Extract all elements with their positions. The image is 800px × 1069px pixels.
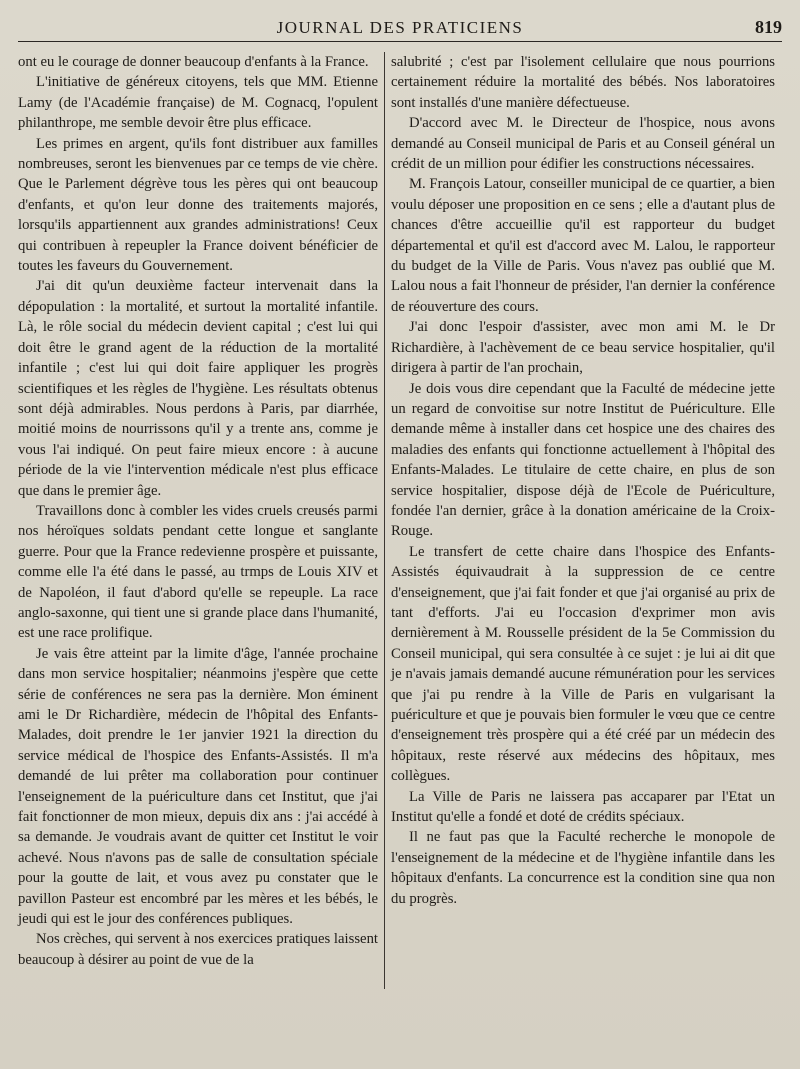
header-rule — [18, 41, 782, 42]
paragraph: M. François Latour, conseiller municipal de ce quartier, a bien voulu déposer une proposition en ce sens ; elle a d'autant plus de chances d'être accueillie qu'il est rapporteur du budget départemental et qu'il est d'accord avec M. Lalou, le rapporteur du budget de la Ville de Paris. Vous n'avez pas oublié que M. Lalou nous a fait l'honneur de présider, l'an dernier la conférence de réouverture des cours. — [391, 176, 775, 315]
paragraph: L'initiative de généreux citoyens, tels que MM. Etienne Lamy (de l'Académie française) de M. Cognacq, l'opulent philanthrope, me semble devoir être plus efficace. — [18, 74, 378, 132]
paragraph: Travaillons donc à combler les vides cruels creusés parmi nos héroïques soldats pendant cette longue et sanglante guerre. Pour que la France redevienne prospère et puissante, comme elle l'a été dans le passé, au trmps de Louis XIV et de Napoléon, il faut d'abord qu'elle se repeuple. La race anglo-saxonne, qui tient une si grande place dans l'humanité, est une race prolifique. — [18, 502, 378, 642]
left-column — [18, 52, 378, 970]
paragraph: J'ai dit qu'un deuxième facteur intervenait dans la dépopulation : la mortalité, et surtout la mortalité infantile. Là, le rôle social du médecin devient capital ; c'est lui qui doit être le grand agent de la réduction de la mortalité infantile ; c'est lui qui doit faire appliquer les progrès scientifiques et les règles de l'hygiène. Les résultats obtenus sont déjà admirables. Nous perdons à Paris, par diarrhée, moitié moins de nourrissons qu'il y a trente ans, comme je vous l'ai indiqué. On peut faire mieux encore : à aucune période de la vie l'intervention médicale n'est plus efficace que dans le premier âge. — [18, 278, 378, 499]
page-number: 819 — [755, 17, 782, 37]
paragraph: D'accord avec M. le Directeur de l'hospice, nous avons demandé au Conseil municipal de Paris et au Conseil général un crédit de un million pour édifier les constructions nécessaires. — [391, 115, 775, 173]
paragraph: salubrité ; c'est par l'isolement cellulaire que nous pourrions certainement réduire la mortalité des bébés. Nos laboratoires sont installés d'une manière défectueuse. — [391, 54, 775, 111]
paragraph: Je dois vous dire cependant que la Faculté de médecine jette un regard de convoitise sur notre Institut de Puériculture. Elle demande même à installer dans cet hospice une des chaires des maladies des enfants qui fonctionne actuellement à l'hôpital des Enfants-Malades. Le titulaire de cette chaire, en plus de son service hospitalier, dispose déjà de l'Ecole de Puériculture, fondée l'an dernier, grâce à la donation américaine de la Croix-Rouge. — [391, 380, 775, 540]
paragraph: J'ai donc l'espoir d'assister, avec mon ami M. le Dr Richardière, à l'achèvement de ce beau service hospitalier, qu'il dirigera à partir de l'an prochain, — [391, 319, 775, 377]
paragraph: Le transfert de cette chaire dans l'hospice des Enfants-Assistés équivaudrait à la suppression de ce centre d'enseignement, que j'ai fait fonder et que j'ai organisé au prix de tant d'efforts. J'ai eu l'occasion d'exprimer mon avis dernièrement à M. Rousselle président de la 5e Commission du Conseil municipal, qui sera consultée à ce sujet : je lui ai dit que je n'avais jamais demandé aucune rémunération pour les services que j'ai pu rendre à la Ville de Paris en vulgarisant la puériculture et que je pouvais bien formuler le vœu que ce centre d'enseignement très prospère qui a été créé par un médecin des hôpitaux, reste réservé aux médecins des hôpitaux, mes collègues. — [391, 543, 775, 785]
paragraph: Les primes en argent, qu'ils font distribuer aux familles nombreuses, seront les bienvenues par ce temps de vie chère. Que le Parlement dégrève tous les pères qui ont beaucoup d'enfants, et qu'on leur donne des traitements majorés, lorsqu'ils appartiennent aux grandes administrations! Ceux qui contribuen à repeupler la France doivent bénéficier de toutes les faveurs du Gouvernement. — [18, 135, 378, 275]
paragraph: Je vais être atteint par la limite d'âge, l'année prochaine dans mon service hospitalier; néanmoins j'espère que cette série de conférences ne sera pas la dernière. Mon éminent ami le Dr Richardière, médecin de l'hôpital des Enfants-Malades, doit prendre le 1er janvier 1921 la direction du service médical de l'hospice des Enfants-Assistés. Il m'a demandé de lui prêter ma collaboration pour continuer l'enseignement de la puériculture dans cet Institut, que j'ai fait fonctionner de mon mieux, depuis dix ans : j'ai accédé à sa demande. Je voudrais avant de quitter cet Institut le voir achevé. Nous n'avons pas de salle de consultation spéciale pour la goutte de lait, et vous avez pu constater que le pavillon Pasteur est encombré par les mères et les bébés, le jeudi qui est le jour des conférences publiques. — [18, 645, 378, 928]
paragraph: Nos crèches, qui servent à nos exercices pratiques laissent beaucoup à désirer au point de vue de la — [18, 931, 378, 968]
paragraph: Il ne faut pas que la Faculté recherche le monopole de l'enseignement de la médecine et de l'hygiène infantile dans les hôpitaux d'enfants. La concurrence est la condition sine qua non du progrès. — [391, 829, 775, 907]
paragraph: La Ville de Paris ne laissera pas accaparer par l'Etat un Institut qu'elle a fondé et doté de crédits spéciaux. — [391, 788, 775, 826]
column-divider — [384, 52, 385, 989]
journal-title: JOURNAL DES PRATICIENS — [276, 18, 524, 37]
right-column — [391, 52, 775, 909]
paragraph: ont eu le courage de donner beaucoup d'enfants à la France. — [18, 54, 369, 70]
page-header — [18, 10, 782, 40]
